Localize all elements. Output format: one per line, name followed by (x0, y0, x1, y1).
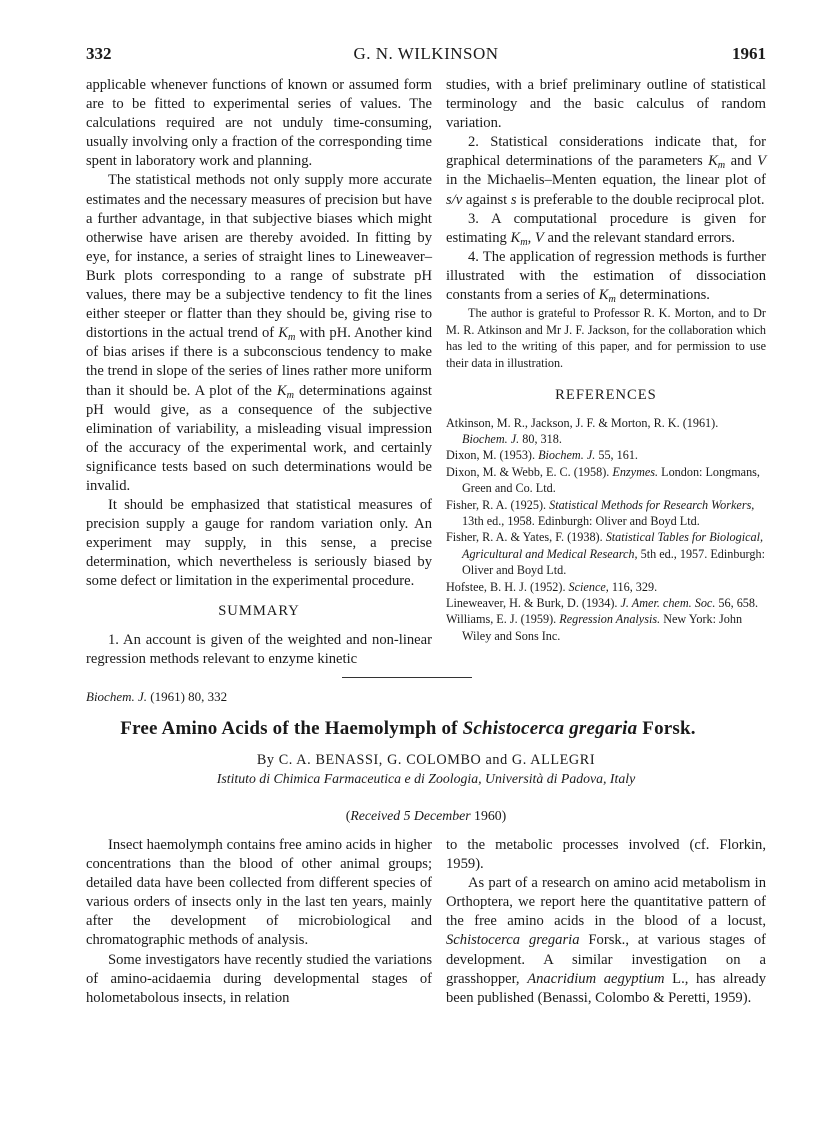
reference-source: Regression Analysis. (559, 612, 661, 627)
reference-details: 56, 658. (715, 596, 759, 611)
reference-item (446, 447, 766, 463)
upper-left-column (86, 76, 432, 669)
reference-item (446, 415, 766, 448)
reference-source: Statistical Methods for Research Workers, (549, 497, 755, 512)
title-run: Free Amino Acids of the Haemolymph of (120, 718, 463, 739)
reference-item (446, 497, 766, 530)
text-run: The statistical methods not only supply more accurate estimates and the necessary measures of precision but have a further advantage, in that subjective biases which might otherwise have arisen are thereby avoided. In fitting by eye, for instance, a series of straight lines to Lineweaver–Burk plots corresponding to a range of substrate pH values, there may be a subjective tendency to fit the lines either steeper or flatter than they should be, giving rise to distortions in the actual trend of (86, 172, 432, 342)
reference-authors: Atkinson, M. R., Jackson, J. F. & Morton, R. K. (1961). (446, 415, 719, 430)
title-species: Schistocerca gregaria (462, 718, 638, 739)
reference-authors: Fisher, R. A. (1925). (446, 497, 550, 512)
symbol: K (598, 287, 609, 304)
text-run: L., has already been published (Benassi, Colombo & Peretti, 1959). (446, 970, 766, 1006)
summary-item (446, 210, 766, 248)
text-run: with pH. Another kind of bias arises if there is a subconscious tendency to make the trend in slope of the series of lines rather more uniform than it should be. A plot of the (86, 325, 432, 399)
text-run: 4. The application of regression methods is further illustrated with the estimation of dissociation constants from a series of (446, 248, 766, 304)
article-title (60, 718, 756, 740)
affiliation: Istituto di Chimica Farmaceutica e di Zoologia, Università di Padova, Italy (216, 771, 636, 786)
text-run: determinations against pH would give, as a consequence of the subjective elimination of variability, a misleading visual impression of the accuracy of the experimental work, and certainly significance tests based on such determinations would be invalid. (86, 382, 432, 494)
reference-item (446, 529, 766, 578)
running-author: G. N. WILKINSON (353, 44, 499, 63)
symbol-subscript: m (287, 332, 296, 344)
running-header (86, 44, 766, 70)
text-run: Forsk., at various stages of development. A similar investigation on a grasshopper, (446, 932, 766, 987)
acknowledgement: The author is grateful to Professor R. K. Morton, and to Dr M. R. Atkinson and Mr J. F. Jackson, for the collaboration which has led to the writing of this paper, and for permission to use their data in illustration. (446, 306, 766, 370)
symbol: K (510, 229, 521, 246)
reference-details: 80, 318. (519, 432, 562, 446)
summary-item (446, 133, 766, 209)
author-byline: By C. A. BENASSI, G. COLOMBO and G. ALLEGRI (256, 752, 596, 768)
reference-details: 55, 161. (595, 448, 638, 463)
symbol: K (278, 325, 288, 342)
symbol: s (510, 191, 517, 208)
paragraph (446, 874, 766, 1008)
reference-authors: Fisher, R. A. & Yates, F. (1938). (446, 530, 606, 545)
upper-right-column (446, 76, 766, 644)
paragraph: It should be emphasized that statistical measures of precision supply a gauge for random variation only. An experiment may supply, in this sense, a precise determination, which nevertheless is seriously biased by some defect or limitation in the experimental procedure. (86, 497, 432, 590)
symbol: V (534, 229, 544, 246)
symbol: s/v (446, 191, 463, 208)
species-name: Schistocerca gregaria (446, 932, 580, 949)
reference-authors: Dixon, M. (1953). (446, 448, 539, 463)
reference-authors: Hofstee, B. H. J. (1952). (446, 579, 569, 594)
reference-details: London: Longmans, Green and Co. Ltd. (462, 464, 760, 496)
text-run: determinations. (615, 287, 710, 304)
text-run: against (462, 191, 511, 208)
text-run: Received 5 December (350, 808, 471, 823)
reference-source: J. Amer. chem. Soc. (620, 596, 716, 611)
text-run: in the Michaelis–Menten equation, the linear plot of (446, 172, 766, 189)
text-run: , (527, 229, 535, 246)
summary-heading: SUMMARY (218, 602, 300, 619)
running-year: 1961 (732, 44, 766, 63)
reference-source: Biochem. J. (462, 432, 520, 446)
text-run: and (725, 153, 758, 170)
text-run: 3. A computational procedure is given for estimating (446, 210, 766, 246)
reference-source: Science, (568, 579, 609, 594)
species-name: Anacridium aegyptium (527, 970, 665, 987)
text-run: is preferable to the double reciprocal plot. (516, 191, 765, 208)
reference-authors: Williams, E. J. (1959). (446, 612, 560, 627)
lower-right-column (446, 836, 766, 1008)
symbol-subscript: m (608, 294, 616, 306)
reference-list (446, 415, 766, 645)
reference-source: Statistical Tables for Biological, Agricultural and Medical Research, (462, 530, 764, 561)
symbol-subscript: m (286, 389, 294, 401)
references-heading: REFERENCES (555, 386, 657, 403)
reference-authors: Dixon, M. & Webb, E. C. (1958). (446, 464, 613, 479)
summary-item: 1. An account is given of the weighted and non-linear regression methods relevant to enzyme kinetic (86, 631, 432, 667)
reference-item (446, 611, 766, 644)
reference-details: 5th ed., 1957. Edinburgh: Oliver and Boyd Ltd. (462, 546, 765, 578)
paragraph: Insect haemolymph contains free amino acids in higher concentrations than the blood of other animal groups; detailed data have been collected from different species of various orders of insects only in the last ten years, mainly after the development of microbiological and chromatographic methods of analysis. (86, 837, 432, 949)
page-number: 332 (86, 44, 112, 63)
summary-item (446, 248, 766, 305)
reference-item (446, 579, 766, 595)
symbol-subscript: m (717, 160, 726, 172)
article-separator (342, 677, 472, 678)
symbol: K (708, 153, 718, 170)
reference-details: New York: John Wiley and Sons Inc. (462, 612, 743, 643)
journal-name: Biochem. J. (86, 689, 148, 704)
paragraph: applicable whenever functions of known or assumed form are to be fitted to experimental series of values. The calculations required are not unduly time-consuming, usually involving only a fraction of the corresponding time spent in laboratory work and planning. (86, 77, 432, 170)
symbol: V (757, 153, 766, 170)
title-run: Forsk. (637, 718, 696, 739)
reference-source: Enzymes. (612, 464, 659, 479)
text-run: As part of a research on amino acid metabolism in Orthoptera, we report here the quantitative pattern of the free amino acids in the blood of a locust, (446, 875, 766, 930)
text-run: 2. Statistical considerations indicate that, for graphical determinations of the parameters (446, 134, 766, 170)
summary-item: studies, with a brief preliminary outline of statistical terminology and the basic calculus of random variation. (446, 77, 766, 132)
text-run: 1960) (470, 808, 507, 823)
received-date (86, 808, 766, 824)
text-run: and the relevant standard errors. (543, 229, 736, 246)
symbol: K (276, 382, 287, 399)
reference-details: 13th ed., 1958. Edinburgh: Oliver and Boyd Ltd. (462, 514, 700, 529)
symbol-subscript: m (520, 236, 528, 248)
reference-item (446, 464, 766, 497)
lower-left-column (86, 836, 432, 1008)
journal-volume: (1961) 80, 332 (147, 689, 228, 704)
paragraph: to the metabolic processes involved (cf. Florkin, 1959). (446, 837, 766, 873)
reference-item (446, 595, 766, 611)
journal-reference (86, 689, 227, 705)
paragraph (86, 171, 432, 496)
text-run: ( (345, 808, 351, 823)
reference-authors: Lineweaver, H. & Burk, D. (1934). (446, 596, 621, 611)
reference-source: Biochem. J. (538, 448, 596, 463)
paragraph: Some investigators have recently studied the variations of amino-acidaemia during developmental stages of holometabolous insects, in relation (86, 951, 432, 1006)
reference-details: 116, 329. (608, 579, 658, 594)
